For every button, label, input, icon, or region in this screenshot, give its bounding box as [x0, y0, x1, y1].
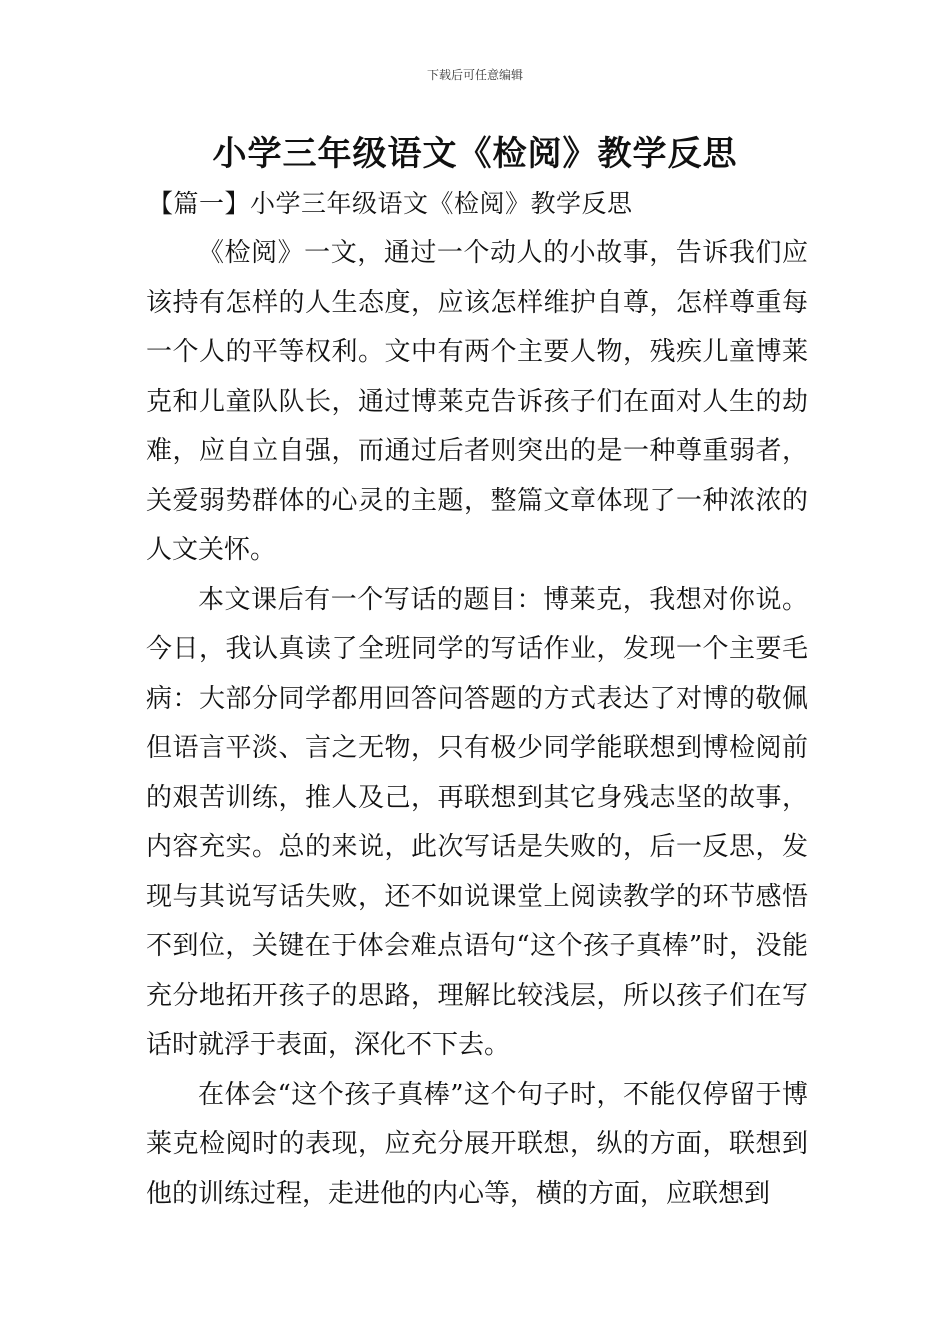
header-note: 下载后可任意编辑 [426, 68, 523, 82]
paragraph-2: 本文课后有一个写话的题目：博莱克，我想对你说。今日，我认真读了全班同学的写话作业，发现一个主要毛病：大部分同学都用回答问答题的方式表达了对博的敬佩但语言平淡、言之无物，只有极少同学能联想到博检阅前的艰苦训练，推人及己，再联想到其它身残志坚的故事，内容充实。总的来说，此次写话是失败的，后一反思，发现与其说写话失败，还不如说课堂上阅读教学的环节感悟不到位，关键在于体会难点语句“这个孩子真棒”时，没能充分地拓开孩子的思路，理解比较浅层，所以孩子们在写话时就浮于表面，深化不下去。 [146, 584, 808, 1060]
section-heading: 【篇一】小学三年级语文《检阅》教学反思 [148, 189, 633, 218]
paragraph-3: 在体会“这个孩子真棒”这个句子时，不能仅停留于博莱克检阅时的表现，应充分展开联想，纵的方面，联想到他的训练过程，走进他的内心等，横的方面，应联想到 [146, 1079, 808, 1209]
paragraph-1: 《检阅》一文，通过一个动人的小故事，告诉我们应该持有怎样的人生态度，应该怎样维护自尊，怎样尊重每一个人的平等权利。文中有两个主要人物，残疾儿童博莱克和儿童队队长，通过博莱克告诉孩子们在面对人生的劫难，应自立自强，而通过后者则突出的是一种尊重弱者，关爱弱势群体的心灵的主题，整篇文章体现了一种浓浓的人文关怀。 [146, 238, 808, 565]
body-text [146, 229, 808, 1219]
document-title: 小学三年级语文《检阅》教学反思 [212, 134, 738, 174]
